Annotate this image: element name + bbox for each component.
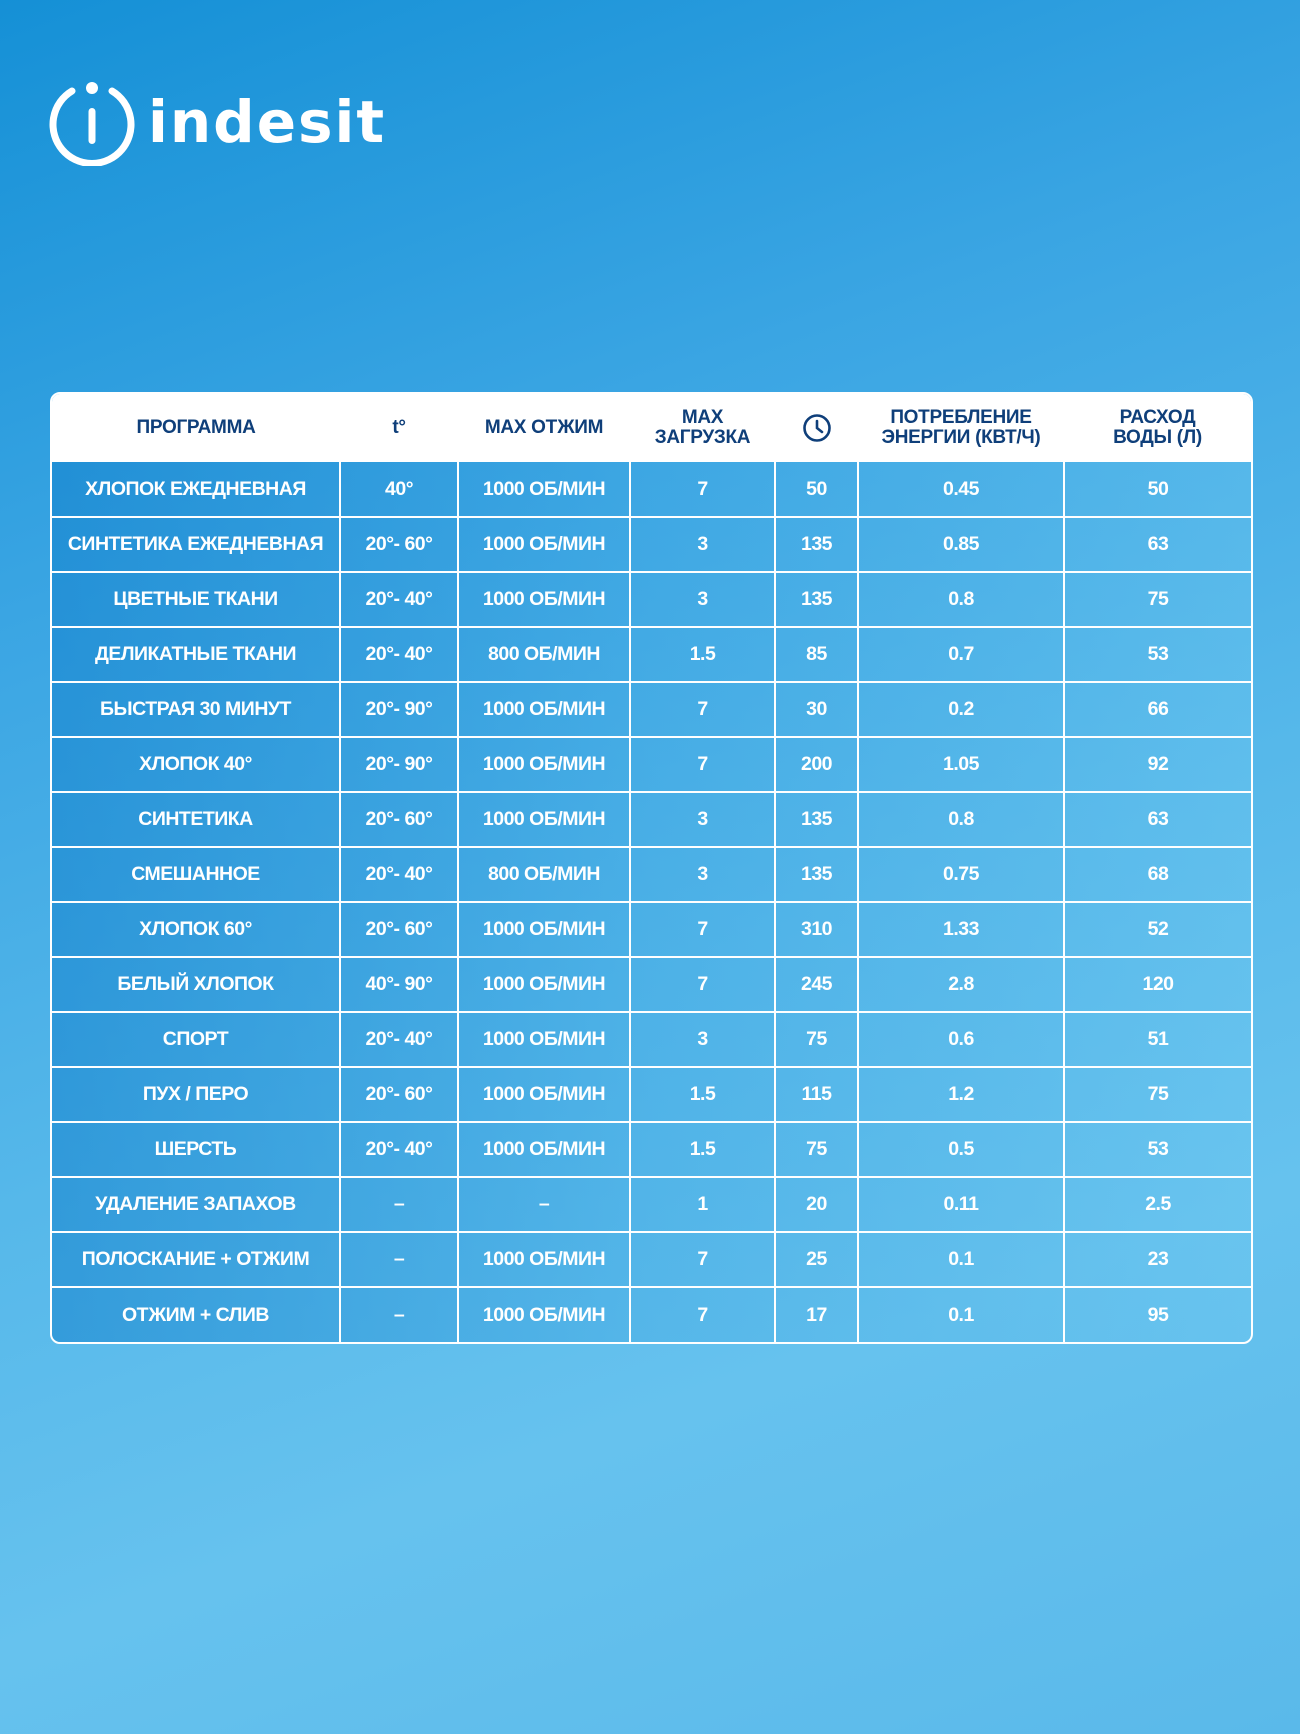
max-spin-cell: 1000 ОБ/МИН (458, 792, 630, 847)
table-row (52, 1012, 1251, 1067)
max-load-cell: 7 (630, 1232, 775, 1287)
duration-cell: 245 (775, 957, 858, 1012)
program-name-cell: СПОРТ (52, 1012, 340, 1067)
max-spin-cell: 1000 ОБ/МИН (458, 1287, 630, 1342)
temperature-cell: 20°- 40° (340, 1012, 458, 1067)
program-name-cell: БЫСТРАЯ 30 МИНУТ (52, 682, 340, 737)
max-load-cell: 7 (630, 462, 775, 517)
header-water: РАСХОД ВОДЫ (Л) (1113, 407, 1202, 448)
water-cell: 52 (1064, 902, 1251, 957)
duration-cell: 75 (775, 1012, 858, 1067)
water-cell: 50 (1064, 462, 1251, 517)
table-row (52, 957, 1251, 1012)
max-load-cell: 7 (630, 737, 775, 792)
water-cell: 2.5 (1064, 1177, 1251, 1232)
program-name-cell: ХЛОПОК 40° (52, 737, 340, 792)
energy-cell: 0.8 (858, 572, 1064, 627)
duration-cell: 135 (775, 847, 858, 902)
max-spin-cell: 1000 ОБ/МИН (458, 1232, 630, 1287)
header-max-load: MAX ЗАГРУЗКА (654, 407, 751, 448)
temperature-cell: 20°- 60° (340, 1067, 458, 1122)
water-cell: 66 (1064, 682, 1251, 737)
program-name-cell: ХЛОПОК 60° (52, 902, 340, 957)
max-spin-cell: 1000 ОБ/МИН (458, 1122, 630, 1177)
table-row (52, 1122, 1251, 1177)
energy-cell: 0.2 (858, 682, 1064, 737)
water-cell: 63 (1064, 517, 1251, 572)
max-spin-cell: – (458, 1177, 630, 1232)
duration-cell: 17 (775, 1287, 858, 1342)
table-row (52, 1067, 1251, 1122)
energy-cell: 1.33 (858, 902, 1064, 957)
duration-cell: 20 (775, 1177, 858, 1232)
table-row (52, 627, 1251, 682)
program-name-cell: СМЕШАННОЕ (52, 847, 340, 902)
max-spin-cell: 1000 ОБ/МИН (458, 737, 630, 792)
max-load-cell: 3 (630, 572, 775, 627)
max-spin-cell: 1000 ОБ/МИН (458, 682, 630, 737)
water-cell: 75 (1064, 1067, 1251, 1122)
temperature-cell: 20°- 40° (340, 572, 458, 627)
max-load-cell: 7 (630, 902, 775, 957)
max-load-cell: 1.5 (630, 1067, 775, 1122)
water-cell: 68 (1064, 847, 1251, 902)
energy-cell: 0.6 (858, 1012, 1064, 1067)
duration-cell: 135 (775, 572, 858, 627)
header-max-spin: MAX ОТЖИМ (484, 417, 604, 438)
water-cell: 23 (1064, 1232, 1251, 1287)
table-row (52, 462, 1251, 517)
duration-cell: 115 (775, 1067, 858, 1122)
program-name-cell: ПУХ / ПЕРО (52, 1067, 340, 1122)
program-name-cell: ДЕЛИКАТНЫЕ ТКАНИ (52, 627, 340, 682)
temperature-cell: 20°- 60° (340, 517, 458, 572)
water-cell: 75 (1064, 572, 1251, 627)
temperature-cell: 20°- 90° (340, 682, 458, 737)
max-spin-cell: 1000 ОБ/МИН (458, 957, 630, 1012)
program-name-cell: ЦВЕТНЫЕ ТКАНИ (52, 572, 340, 627)
water-cell: 92 (1064, 737, 1251, 792)
energy-cell: 0.5 (858, 1122, 1064, 1177)
max-load-cell: 3 (630, 847, 775, 902)
max-load-cell: 3 (630, 792, 775, 847)
header-temperature: t° (392, 417, 406, 438)
header-energy: ПОТРЕБЛЕНИЕ ЭНЕРГИИ (КВТ/Ч) (881, 407, 1041, 448)
table-row (52, 902, 1251, 957)
temperature-cell: 20°- 90° (340, 737, 458, 792)
max-load-cell: 1.5 (630, 627, 775, 682)
temperature-cell: 20°- 40° (340, 627, 458, 682)
program-name-cell: БЕЛЫЙ ХЛОПОК (52, 957, 340, 1012)
energy-cell: 0.8 (858, 792, 1064, 847)
temperature-cell: 20°- 60° (340, 902, 458, 957)
program-name-cell: УДАЛЕНИЕ ЗАПАХОВ (52, 1177, 340, 1232)
water-cell: 51 (1064, 1012, 1251, 1067)
table-row (52, 847, 1251, 902)
energy-cell: 1.05 (858, 737, 1064, 792)
program-name-cell: ПОЛОСКАНИЕ + ОТЖИМ (52, 1232, 340, 1287)
duration-cell: 135 (775, 517, 858, 572)
programs-table (50, 392, 1253, 1344)
duration-cell: 30 (775, 682, 858, 737)
energy-cell: 0.7 (858, 627, 1064, 682)
temperature-cell: 20°- 40° (340, 1122, 458, 1177)
max-load-cell: 3 (630, 517, 775, 572)
max-load-cell: 3 (630, 1012, 775, 1067)
brand-logo (48, 78, 386, 166)
duration-cell: 310 (775, 902, 858, 957)
max-spin-cell: 1000 ОБ/МИН (458, 572, 630, 627)
temperature-cell: – (340, 1177, 458, 1232)
table-row (52, 1232, 1251, 1287)
energy-cell: 0.85 (858, 517, 1064, 572)
temperature-cell: 20°- 60° (340, 792, 458, 847)
max-spin-cell: 1000 ОБ/МИН (458, 1012, 630, 1067)
header-duration (775, 394, 858, 462)
max-spin-cell: 1000 ОБ/МИН (458, 517, 630, 572)
max-load-cell: 7 (630, 682, 775, 737)
program-name-cell: ОТЖИМ + СЛИВ (52, 1287, 340, 1342)
energy-cell: 0.1 (858, 1287, 1064, 1342)
table-row (52, 572, 1251, 627)
brand-wordmark: indesit (148, 88, 387, 156)
table-header-row (52, 394, 1251, 462)
duration-cell: 85 (775, 627, 858, 682)
indesit-i-logo-icon (48, 78, 136, 166)
temperature-cell: 40° (340, 462, 458, 517)
table-row (52, 792, 1251, 847)
energy-cell: 0.1 (858, 1232, 1064, 1287)
duration-cell: 50 (775, 462, 858, 517)
table-row (52, 1287, 1251, 1342)
energy-cell: 0.45 (858, 462, 1064, 517)
temperature-cell: – (340, 1287, 458, 1342)
max-spin-cell: 1000 ОБ/МИН (458, 462, 630, 517)
max-load-cell: 1.5 (630, 1122, 775, 1177)
max-load-cell: 1 (630, 1177, 775, 1232)
duration-cell: 75 (775, 1122, 858, 1177)
duration-cell: 200 (775, 737, 858, 792)
max-load-cell: 7 (630, 1287, 775, 1342)
max-spin-cell: 1000 ОБ/МИН (458, 902, 630, 957)
program-name-cell: ХЛОПОК ЕЖЕДНЕВНАЯ (52, 462, 340, 517)
temperature-cell: – (340, 1232, 458, 1287)
program-name-cell: ШЕРСТЬ (52, 1122, 340, 1177)
temperature-cell: 20°- 40° (340, 847, 458, 902)
table-row (52, 737, 1251, 792)
max-spin-cell: 1000 ОБ/МИН (458, 1067, 630, 1122)
water-cell: 95 (1064, 1287, 1251, 1342)
table-row (52, 682, 1251, 737)
table-body (52, 462, 1251, 1342)
duration-cell: 135 (775, 792, 858, 847)
energy-cell: 0.11 (858, 1177, 1064, 1232)
clock-icon (802, 413, 832, 443)
water-cell: 120 (1064, 957, 1251, 1012)
duration-cell: 25 (775, 1232, 858, 1287)
table-row (52, 1177, 1251, 1232)
header-program: ПРОГРАММА (136, 417, 256, 438)
water-cell: 53 (1064, 1122, 1251, 1177)
energy-cell: 1.2 (858, 1067, 1064, 1122)
max-spin-cell: 800 ОБ/МИН (458, 627, 630, 682)
water-cell: 53 (1064, 627, 1251, 682)
energy-cell: 2.8 (858, 957, 1064, 1012)
table-row (52, 517, 1251, 572)
temperature-cell: 40°- 90° (340, 957, 458, 1012)
max-load-cell: 7 (630, 957, 775, 1012)
energy-cell: 0.75 (858, 847, 1064, 902)
program-name-cell: СИНТЕТИКА ЕЖЕДНЕВНАЯ (52, 517, 340, 572)
max-spin-cell: 800 ОБ/МИН (458, 847, 630, 902)
water-cell: 63 (1064, 792, 1251, 847)
program-name-cell: СИНТЕТИКА (52, 792, 340, 847)
